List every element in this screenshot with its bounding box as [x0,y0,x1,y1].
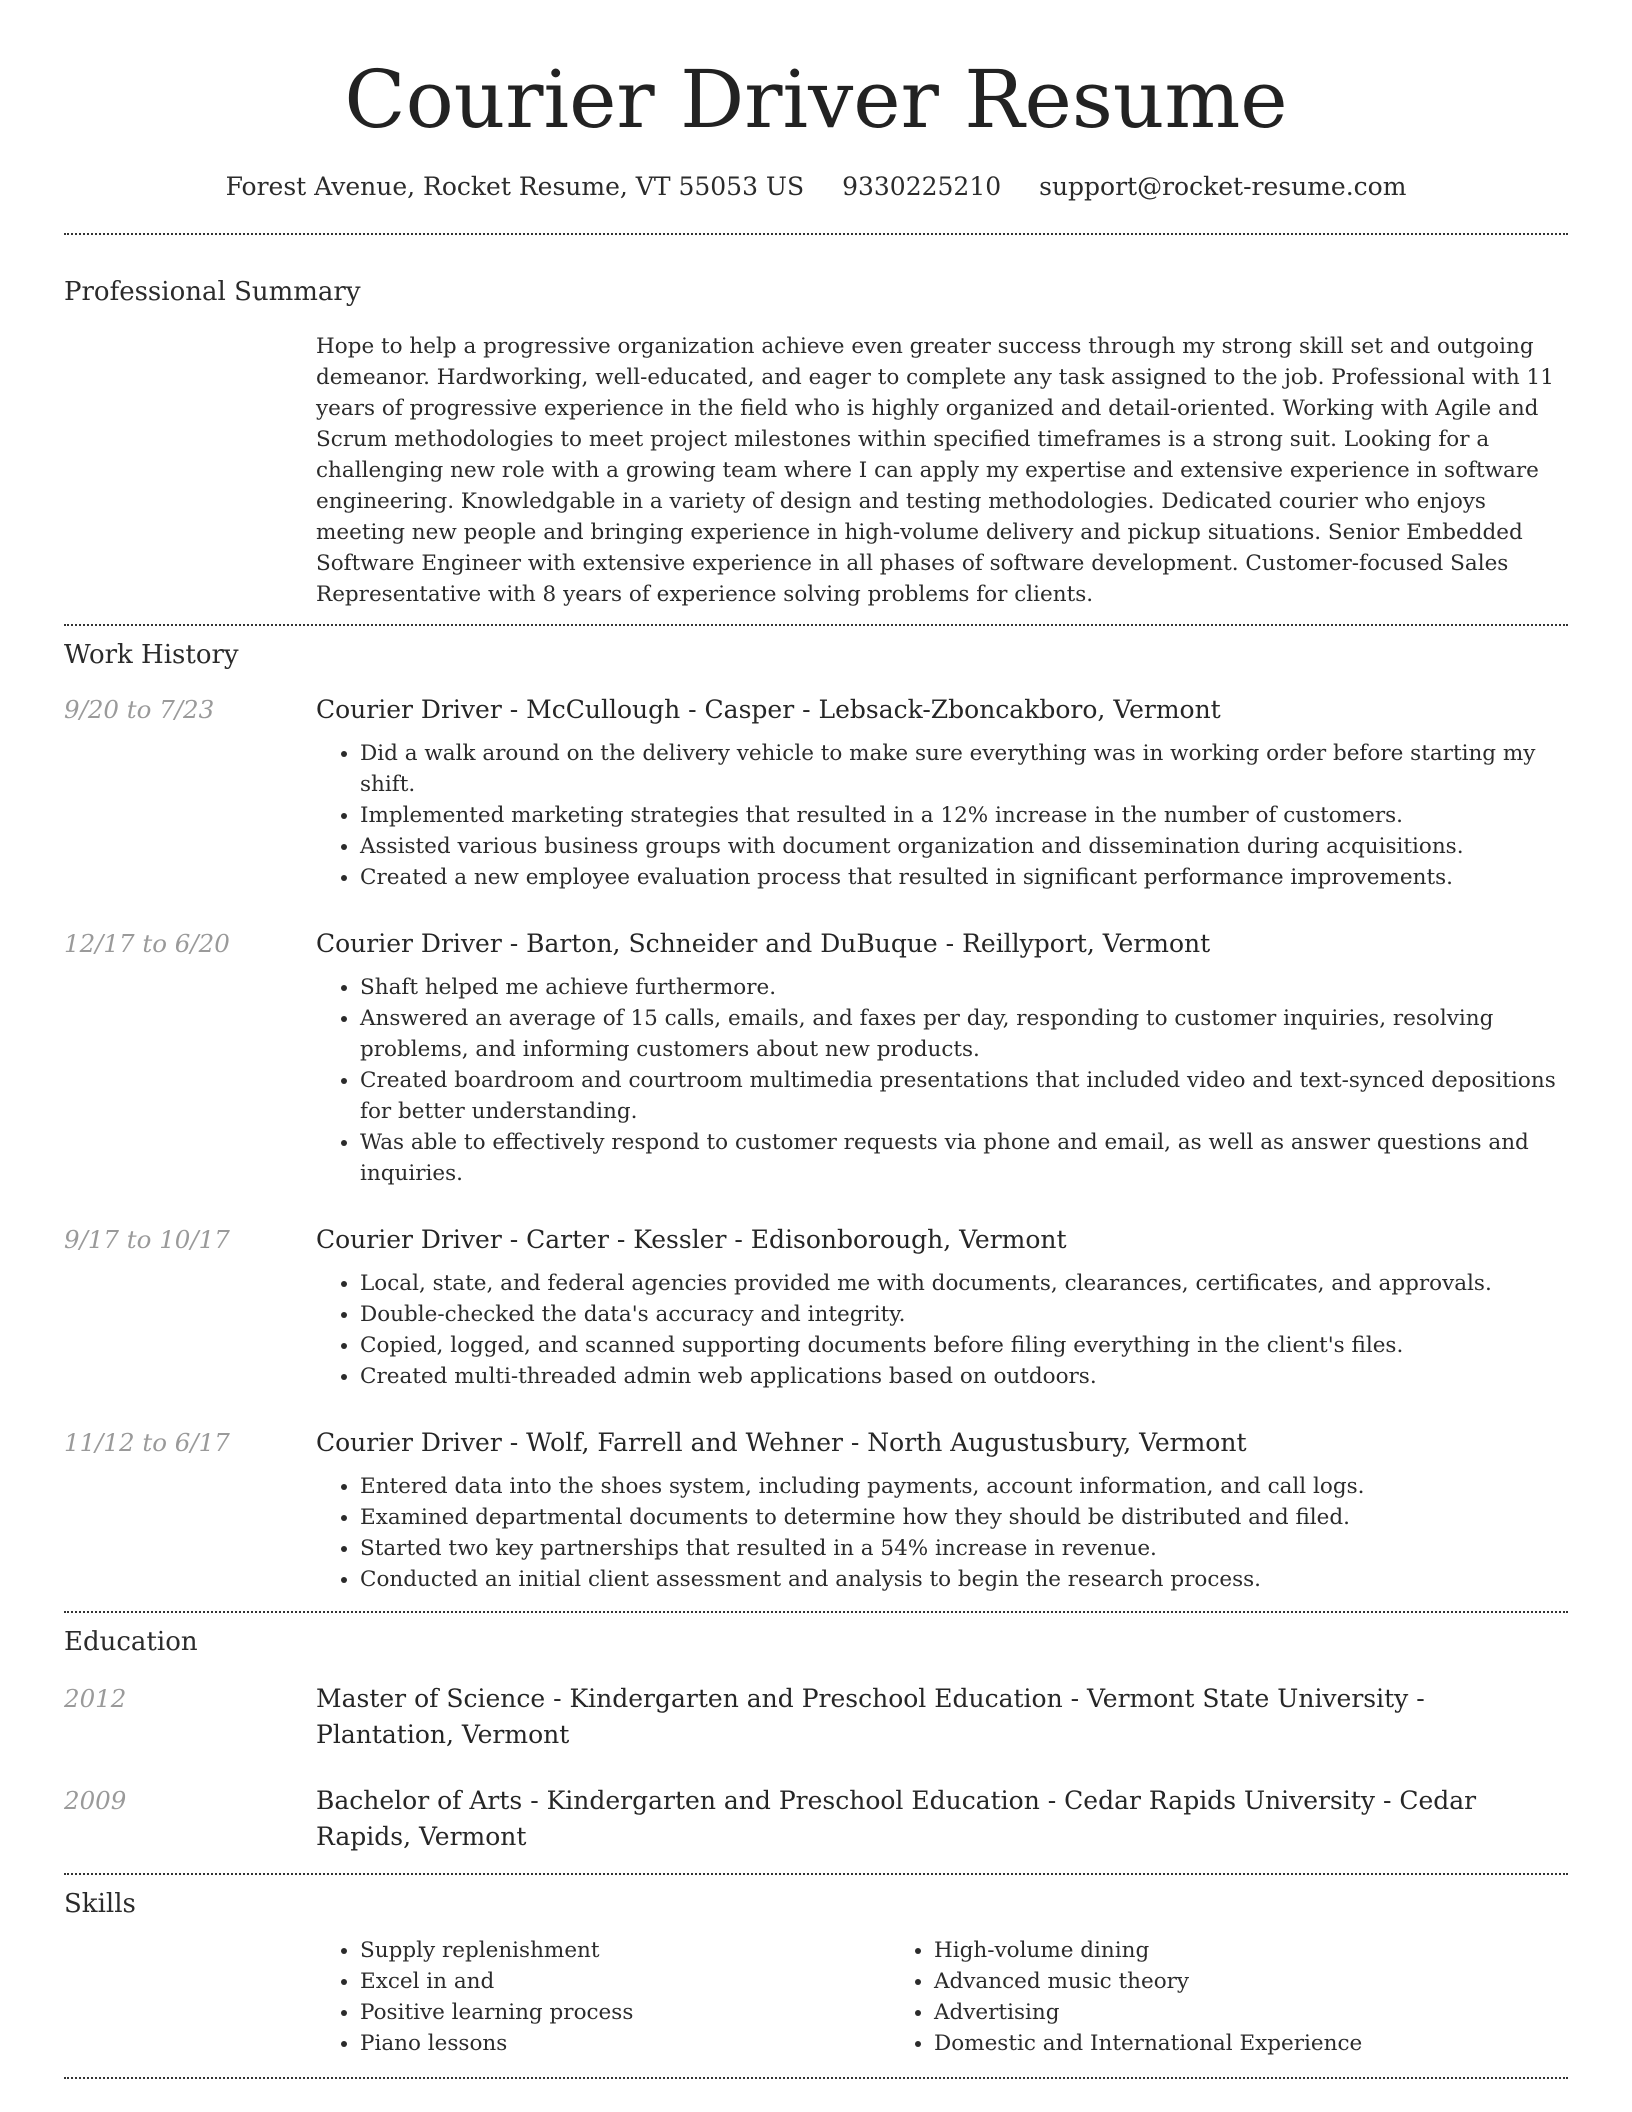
skill-item: • Piano lessons [360,2028,890,2059]
summary-section [64,235,1568,624]
job-bullet: • Assisted various business groups with document organization and dissemination during acquisitions. [360,831,1568,862]
job-bullet: • Answered an average of 15 calls, emails, and faxes per day, responding to customer inquiries, resolving problems, and informing customers about new products. [360,1003,1568,1065]
contact-address: Forest Avenue, Rocket Resume, VT 55053 US [225,172,805,201]
job-bullets [316,972,1568,1189]
education-entry [64,1681,1568,1753]
work-history-section [64,626,1568,1611]
job-dates: 11/12 to 6/17 [64,1428,230,1457]
skill-item: • Advertising [934,1997,1464,2028]
skill-item: • Domestic and International Experience [934,2028,1464,2059]
job-bullets [316,1471,1568,1595]
skills-list-right [890,1935,1464,2059]
summary-text: Hope to help a progressive organization achieve even greater success through my strong skill set and outgoing demeanor. Hardworking, well-educated, and eager to complete any task assigned to the job. Professional with 11 years of progressive experience in the field who is highly organized and detail-oriented. Working with Agile and Scrum methodologies to meet project milestones within specified timeframes is a strong suit. Looking for a challenging new role with a growing team where I can apply my expertise and extensive experience in software engineering. Knowledgable in a variety of design and testing methodologies. Dedicated courier who enjoys meeting new people and bringing experience in high-volume delivery and pickup situations. Senior Embedded Software Engineer with extensive experience in all phases of software development. Customer-focused Sales Representative with 8 years of experience solving problems for clients. [316,334,1554,607]
job-bullet: • Entered data into the shoes system, including payments, account information, and call logs. [360,1471,1568,1502]
job-bullet: • Shaft helped me achieve furthermore. [360,972,1568,1003]
job-heading: Courier Driver - Wolf, Farrell and Wehner - North Augustusbury, Vermont [316,1428,1247,1457]
job-bullet: • Conducted an initial client assessment and analysis to begin the research process. [360,1564,1568,1595]
job-bullet: • Was able to effectively respond to customer requests via phone and email, as well as answer questions and inquiries. [360,1127,1568,1189]
skills-section [64,1875,1568,2077]
skills-heading: Skills [64,1889,136,1919]
resume-title: Courier Driver Resume [344,53,1288,146]
job-entry [64,692,1568,893]
job-heading: Courier Driver - McCullough - Casper - Lebsack-Zboncakboro, Vermont [316,695,1221,724]
skill-item: • Excel in and [360,1966,890,1997]
job-bullets [316,1268,1568,1392]
work-history-heading: Work History [64,640,239,670]
job-heading: Courier Driver - Carter - Kessler - Edisonborough, Vermont [316,1225,1067,1254]
job-bullets [316,738,1568,893]
skill-item: • Advanced music theory [934,1966,1464,1997]
education-year: 2009 [64,1786,127,1815]
job-dates: 9/20 to 7/23 [64,695,215,724]
job-bullet: • Created boardroom and courtroom multimedia presentations that included video and text-synced depositions for better understanding. [360,1065,1568,1127]
job-bullet: • Implemented marketing strategies that resulted in a 12% increase in the number of customers. [360,800,1568,831]
education-year: 2012 [64,1684,127,1713]
job-bullet: • Did a walk around on the delivery vehicle to make sure everything was in working order before starting my shift. [360,738,1568,800]
job-bullet: • Double-checked the data's accuracy and integrity. [360,1299,1568,1330]
job-entry [64,1222,1568,1392]
job-bullet: • Local, state, and federal agencies provided me with documents, clearances, certificates, and approvals. [360,1268,1568,1299]
skill-item: • Positive learning process [360,1997,890,2028]
section-divider [64,2077,1568,2079]
job-bullet: • Created multi-threaded admin web applications based on outdoors. [360,1361,1568,1392]
education-heading: Education [64,1627,198,1657]
job-dates: 12/17 to 6/20 [64,929,230,958]
contact-email: support@rocket-resume.com [1039,172,1407,201]
job-heading: Courier Driver - Barton, Schneider and DuBuque - Reillyport, Vermont [316,929,1211,958]
contact-phone: 9330225210 [842,172,1002,201]
job-dates: 9/17 to 10/17 [64,1225,230,1254]
job-entry [64,1425,1568,1595]
job-entry [64,926,1568,1189]
job-bullet: • Created a new employee evaluation process that resulted in significant performance improvements. [360,862,1568,893]
skills-columns [316,1935,1568,2077]
contact-line [64,170,1568,204]
job-bullet: • Examined departmental documents to determine how they should be distributed and filed. [360,1502,1568,1533]
skill-item: • Supply replenishment [360,1935,890,1966]
skills-list-left [316,1935,890,2059]
skill-item: • High-volume dining [934,1935,1464,1966]
education-heading-text: Master of Science - Kindergarten and Preschool Education - Vermont State University - Plantation, Vermont [316,1684,1425,1749]
job-bullet: • Copied, logged, and scanned supporting documents before filing everything in the client's files. [360,1330,1568,1361]
summary-heading: Professional Summary [64,277,361,307]
job-bullet: • Started two key partnerships that resulted in a 54% increase in revenue. [360,1533,1568,1564]
education-heading-text: Bachelor of Arts - Kindergarten and Preschool Education - Cedar Rapids University - Cedar Rapids, Vermont [316,1786,1477,1851]
education-entry [64,1783,1568,1855]
education-section [64,1613,1568,1873]
